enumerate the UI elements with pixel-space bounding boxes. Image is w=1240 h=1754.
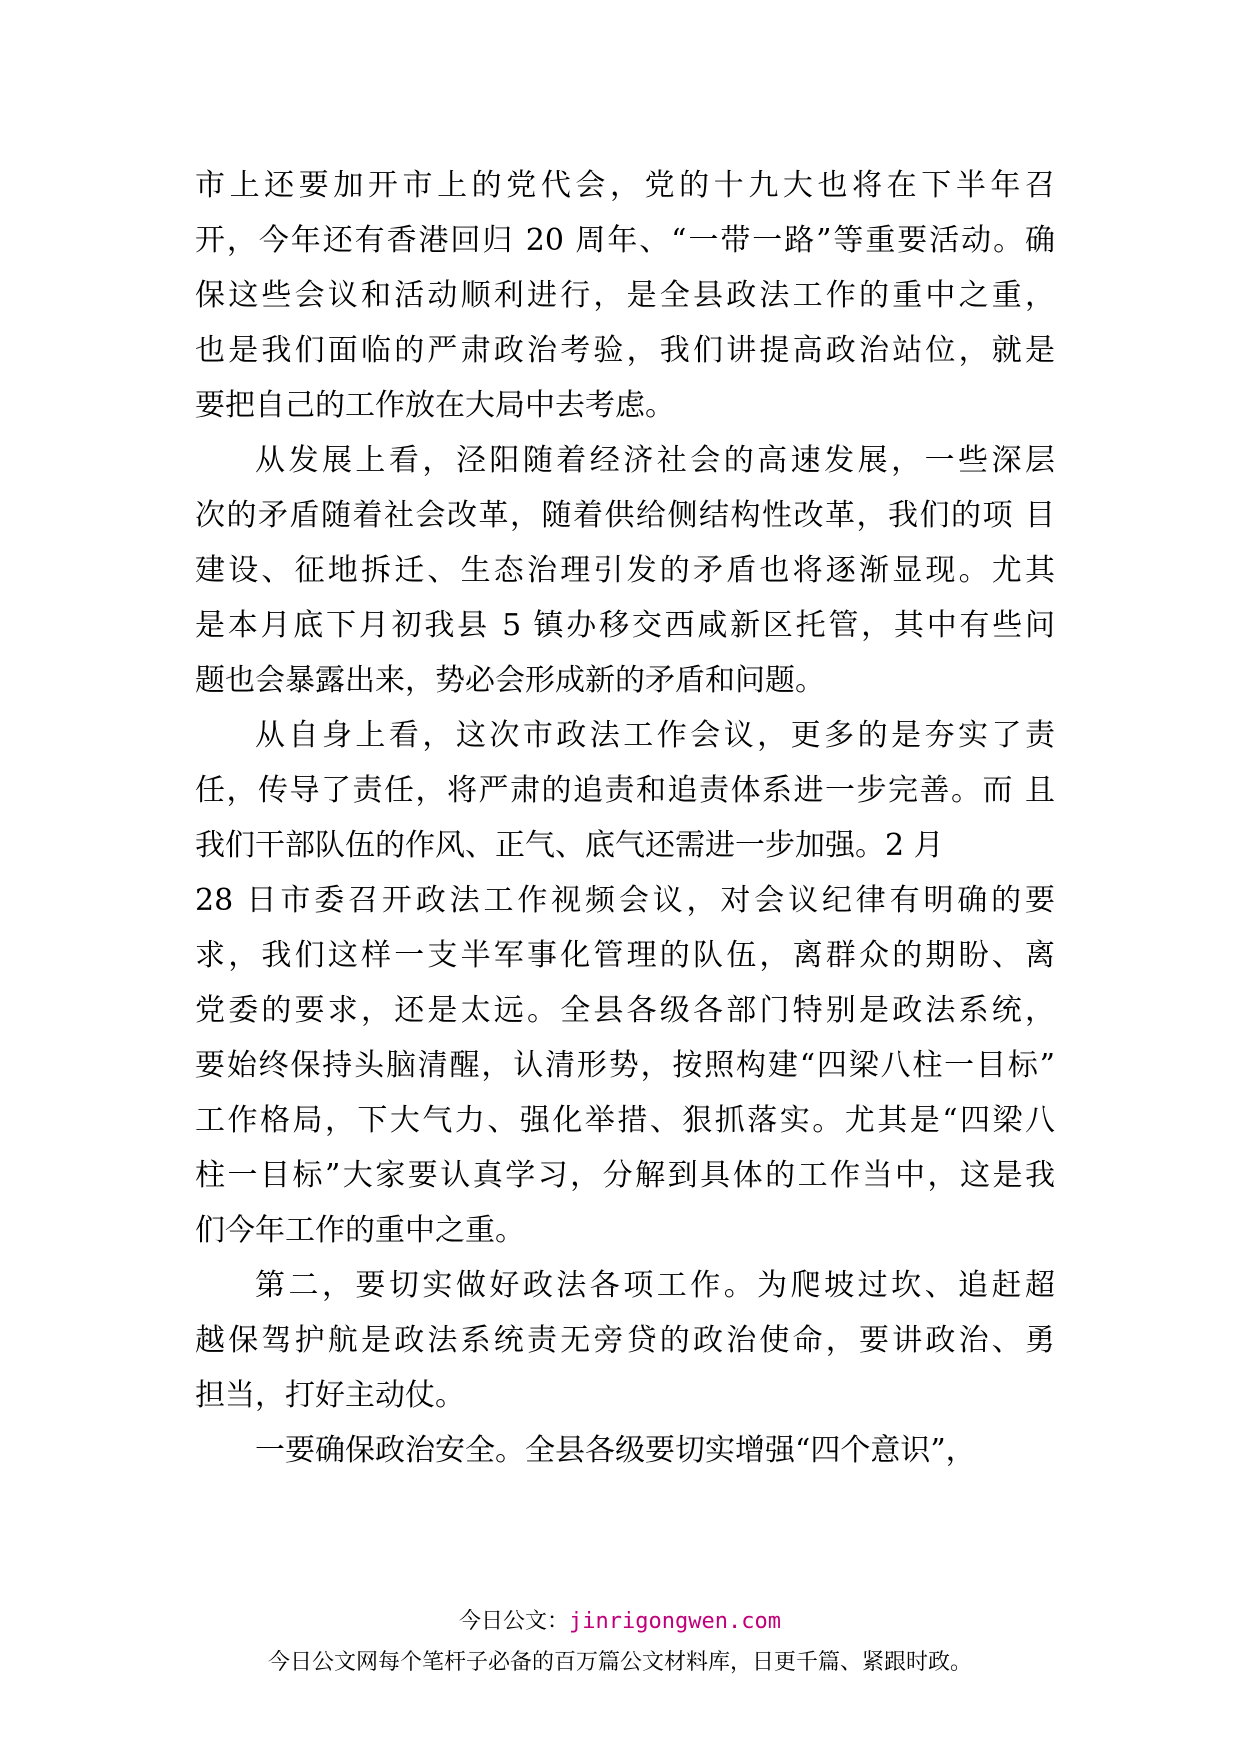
footer-site-link[interactable]: jinrigongwen.com bbox=[569, 1609, 781, 1634]
text-line: 任，传导了责任，将严肃的追责和追责体系进一步完善。而 且 bbox=[195, 773, 1055, 808]
text-line: 要始终保持头脑清醒，认清形势，按照构建“四梁八柱一目标” bbox=[195, 1048, 1055, 1083]
text-line: 求，我们这样一支半军事化管理的队伍，离群众的期盼、离 bbox=[195, 938, 1055, 973]
paragraph-first-line: 从发展上看，泾阳随着经济社会的高速发展，一些深层 bbox=[255, 443, 1055, 478]
paragraph-first-line: 第二，要切实做好政法各项工作。为爬坡过坎、追赶超 bbox=[255, 1268, 1055, 1303]
text-line: 担当，打好主动仗。 bbox=[195, 1378, 465, 1413]
paragraph-first-line: 一要确保政治安全。全县各级要切实增强“四个意识”， bbox=[255, 1433, 976, 1468]
text-line: 工作格局，下大气力、强化举措、狠抓落实。尤其是“四梁八 bbox=[195, 1103, 1055, 1138]
text-line: 党委的要求，还是太远。全县各级各部门特别是政法系统， bbox=[195, 993, 1055, 1028]
text-line: 我们干部队伍的作风、正气、底气还需进一步加强。2 月 bbox=[195, 828, 944, 863]
footer-site-label: 今日公文： bbox=[459, 1609, 570, 1634]
text-line: 保这些会议和活动顺利进行，是全县政法工作的重中之重， bbox=[195, 278, 1055, 313]
paragraph-first-line: 从自身上看，这次市政法工作会议，更多的是夯实了责 bbox=[255, 718, 1055, 753]
text-line: 题也会暴露出来，势必会形成新的矛盾和问题。 bbox=[195, 663, 825, 698]
document-body bbox=[195, 158, 1055, 1478]
text-line: 28 日市委召开政法工作视频会议，对会议纪律有明确的要 bbox=[195, 883, 1055, 918]
text-line: 市上还要加开市上的党代会，党的十九大也将在下半年召 bbox=[195, 168, 1055, 203]
text-line: 建设、征地拆迁、生态治理引发的矛盾也将逐渐显现。尤其 bbox=[195, 553, 1055, 588]
text-line: 次的矛盾随着社会改革，随着供给侧结构性改革，我们的项 目 bbox=[195, 498, 1055, 533]
footer-site-line bbox=[0, 1607, 1240, 1637]
text-line: 们今年工作的重中之重。 bbox=[195, 1213, 525, 1248]
text-line: 要把自己的工作放在大局中去考虑。 bbox=[195, 388, 675, 423]
text-line: 柱一目标”大家要认真学习，分解到具体的工作当中，这是我 bbox=[195, 1158, 1055, 1193]
text-line: 也是我们面临的严肃政治考验，我们讲提高政治站位，就是 bbox=[195, 333, 1055, 368]
text-line: 是本月底下月初我县 5 镇办移交西咸新区托管，其中有些问 bbox=[195, 608, 1055, 643]
text-line: 越保驾护航是政法系统责无旁贷的政治使命，要讲政治、勇 bbox=[195, 1323, 1055, 1358]
text-line: 开，今年还有香港回归 20 周年、“一带一路”等重要活动。确 bbox=[195, 223, 1055, 258]
footer-slogan: 今日公文网每个笔杆子必备的百万篇公文材料库，日更千篇、紧跟时政。 bbox=[267, 1650, 972, 1675]
